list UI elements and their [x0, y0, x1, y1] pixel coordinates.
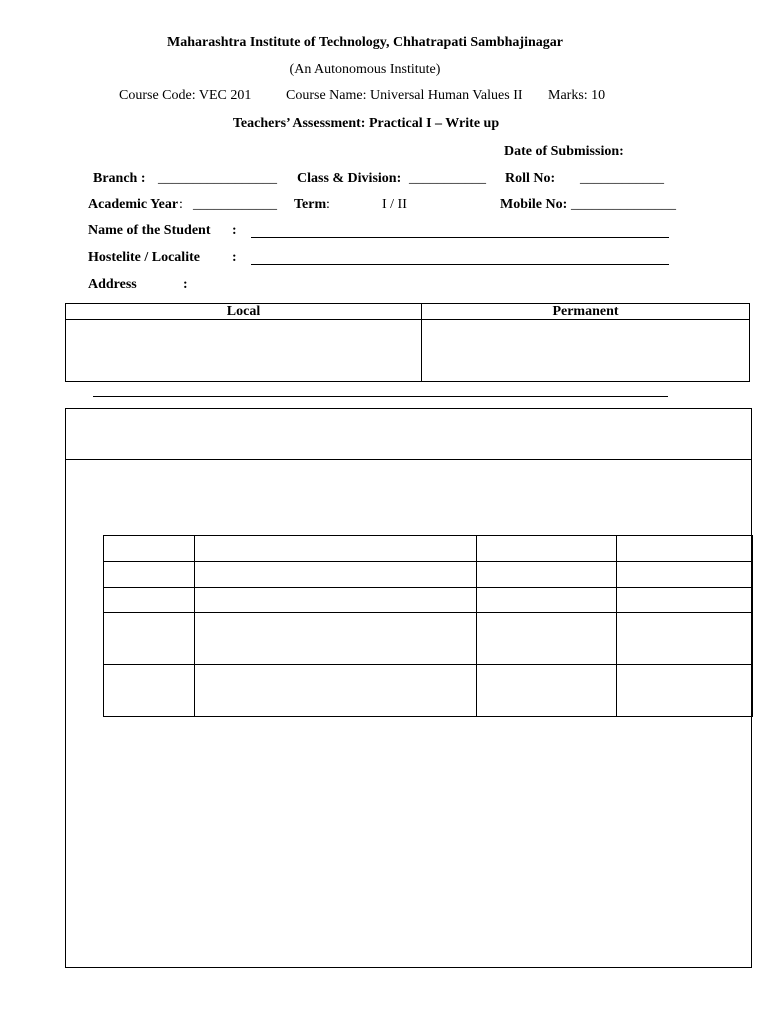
assessment-grid	[103, 535, 753, 717]
academic-year-colon: :	[179, 197, 183, 212]
course-code: Course Code: VEC 201	[119, 88, 252, 103]
grid-cell[interactable]	[104, 536, 195, 562]
class-division-field[interactable]: ___________	[409, 171, 486, 186]
institute-name: Maharashtra Institute of Technology, Chhatrapati Sambhajinagar	[167, 35, 563, 50]
branch-label: Branch :	[93, 171, 146, 186]
academic-year-label: Academic Year	[88, 197, 179, 212]
address-label: Address	[88, 277, 137, 292]
grid-cell[interactable]	[617, 588, 753, 613]
mobile-no-label: Mobile No:	[500, 197, 568, 212]
hostelite-localite-label: Hostelite / Localite	[88, 250, 200, 265]
course-name: Course Name: Universal Human Values II	[286, 88, 523, 103]
grid-cell[interactable]	[617, 562, 753, 588]
grid-cell[interactable]	[477, 562, 617, 588]
roll-no-field[interactable]: ____________	[580, 171, 664, 186]
grid-cell[interactable]	[195, 562, 477, 588]
academic-year-field[interactable]: ____________	[193, 197, 277, 212]
mobile-no-field[interactable]: _______________	[571, 197, 676, 212]
hostelite-localite-field[interactable]	[251, 264, 669, 265]
address-column-local: Local	[66, 304, 422, 320]
address-colon: :	[183, 277, 188, 292]
term-label: Term	[294, 197, 327, 212]
student-name-colon: :	[232, 223, 237, 238]
term-colon: :	[326, 197, 330, 212]
grid-cell[interactable]	[477, 588, 617, 613]
permanent-address-cell[interactable]	[422, 320, 750, 382]
marks: Marks: 10	[548, 88, 606, 103]
grid-cell[interactable]	[195, 613, 477, 665]
grid-cell[interactable]	[104, 613, 195, 665]
grid-cell[interactable]	[195, 588, 477, 613]
grid-cell[interactable]	[477, 665, 617, 717]
grid-cell[interactable]	[104, 562, 195, 588]
hostelite-localite-colon: :	[232, 250, 237, 265]
separator-line	[93, 396, 668, 397]
branch-field[interactable]: _________________	[158, 171, 277, 186]
grid-cell[interactable]	[104, 588, 195, 613]
student-name-label: Name of the Student	[88, 223, 211, 238]
address-column-permanent: Permanent	[422, 304, 750, 320]
grid-cell[interactable]	[617, 613, 753, 665]
assessment-frame-divider	[65, 459, 752, 460]
grid-cell[interactable]	[477, 613, 617, 665]
student-name-field[interactable]	[251, 237, 669, 238]
institute-subtitle: (An Autonomous Institute)	[289, 62, 441, 77]
grid-cell[interactable]	[195, 536, 477, 562]
grid-cell[interactable]	[617, 665, 753, 717]
assessment-title: Teachers’ Assessment: Practical I – Write up	[232, 116, 500, 131]
class-division-label: Class & Division:	[297, 171, 402, 186]
address-table	[65, 303, 750, 382]
grid-cell[interactable]	[104, 665, 195, 717]
grid-cell[interactable]	[477, 536, 617, 562]
roll-no-label: Roll No:	[505, 171, 556, 186]
date-of-submission-label: Date of Submission:	[504, 144, 624, 159]
term-value: I / II	[382, 197, 407, 212]
grid-cell[interactable]	[617, 536, 753, 562]
local-address-cell[interactable]	[66, 320, 422, 382]
grid-cell[interactable]	[195, 665, 477, 717]
